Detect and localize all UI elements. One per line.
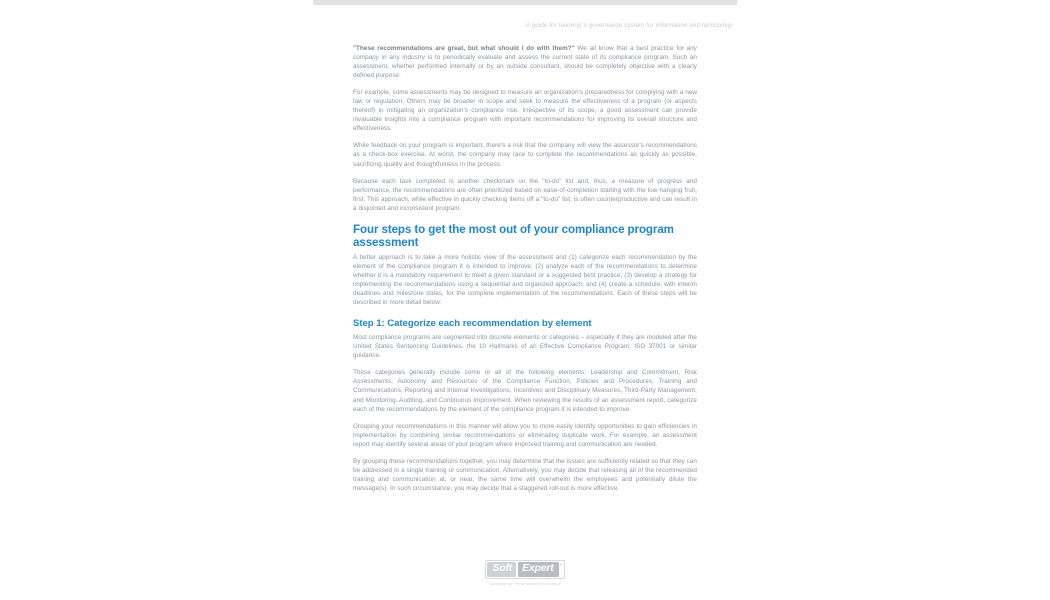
footer-logo [313,560,737,586]
paragraph-1-emphasis-2: industry [402,54,425,62]
paragraph-5: A better approach is to take a more holistic view of the assessment and (1) categorize each recommendation by the element of the compliance program it is intended to improve; (2) analyze each of the recommendations to determine whether it is a mandatory requirement to meet a given standard or a suggested best practice; (3) develop a strategy for implementing the recommendations using a sequential and organized approach; and (4) create a schedule, with interim deadlines and milestone dates, for the complete implementation of the recommendations. Each of these steps will be described in more detail below: [353,253,697,307]
running-header: A guide for tailoring a governance system for information and technology [525,22,733,29]
step-1-heading: Step 1: Categorize each recommendation by element [353,318,592,330]
paragraph-1 [353,44,697,80]
paragraph-1-mid: in any [379,54,403,62]
paragraph-9: By grouping these recommendations together, you may determine that the issues are sufficiently related so that they can be addressed in a single training or communication. Alternatively, you may decide that releasing all of the recommended training and communication at, or near, the same time will overwhelm the employees and potentially dilute the message(s). In such circumstance, you may decide that a staggered roll-out is more effective. [353,457,697,492]
paragraph-2: For example, some assessments may be designed to measure an organization's preparedness for complying with a new law or regulation. Others may be broader in scope and seek to measure the effectiveness of a program (or aspects thereof) in mitigating an organization's compliance risk. Irrespective of its scope, a good assessment can provide invaluable insights into a compliance program with important recommendations for improving its overall structure and effectiveness. [353,89,697,133]
page-top-edge-bar [313,0,737,5]
paragraph-1-emphasis-1: any company [353,45,698,62]
paragraph-6: Most compliance programs are segmented into discrete elements or categories – especially if they are modeled after the United States Sentencing Guidelines, the 10 Hallmarks of an Effective Compliance Program, ISO 37001 or similar guidance. [353,334,697,360]
section-heading-four-steps: Four steps to get the most out of your compliance program assessment [353,222,674,250]
paragraph-4: Because each task completed is another checkmark on the "to-do" list and, thus, a measure of progress and performance, the recommendations are often prioritized based on ease-of-completion starting with the low-hanging fruit, first. This approach, while effective in quickly checking items off a "to-do" list, is often counterproductive and can result in a disjointed and inconsistent program. [353,177,697,212]
paragraph-1-lead: "These recommendations are great, but what should I do with them?" [353,45,575,52]
logo-tagline: Software for Performance Excellence [489,581,561,586]
paragraph-7: These categories generally include some or all of the following elements: Leadership and Commitment, Risk Assessments, Autonomy and Resources of the Compliance Function, Policies and Procedures, Training and Communications, Reporting and Internal Investigations, Incentives and Disciplinary Measures, Third-Party Management, and Monitoring, Auditing, and Continuous Improvement. When reviewing the results of an assessment report, categorize each of the recommendations by the element of the compliance program it is intended to improve. [353,369,697,413]
logo-word-soft: Soft [487,562,516,577]
paragraph-3: While feedback on your program is important, there's a risk that the company will view the assessor's recommendations as a check-box exercise. At worst, the company may race to complete the recommendations as quickly as possible, sacrificing quality and thoughtfulness in the process. [353,142,697,168]
document-page [313,0,737,600]
logo-word-expert: Expert [518,562,558,577]
softexpert-logo-mark [485,560,564,579]
registered-trademark-icon: ® [559,562,563,567]
paragraph-1-rest: We all know that a best practice for [574,45,687,52]
page-content [353,44,697,501]
paragraph-1-tail: is to periodically evaluate and assess the current state of its compliance program. Such an assessment, whether performed internally or by an outside consultant, should be completely objective with a clearly defined purpose. [353,54,697,80]
paragraph-8: Grouping your recommendations in this manner will allow you to more easily identify opportunities to gain efficiencies in implementation by combining similar recommendations or eliminating duplicate work. For example, an assessment report may identify several areas of your program where improved training and communication are needed. [353,422,697,448]
